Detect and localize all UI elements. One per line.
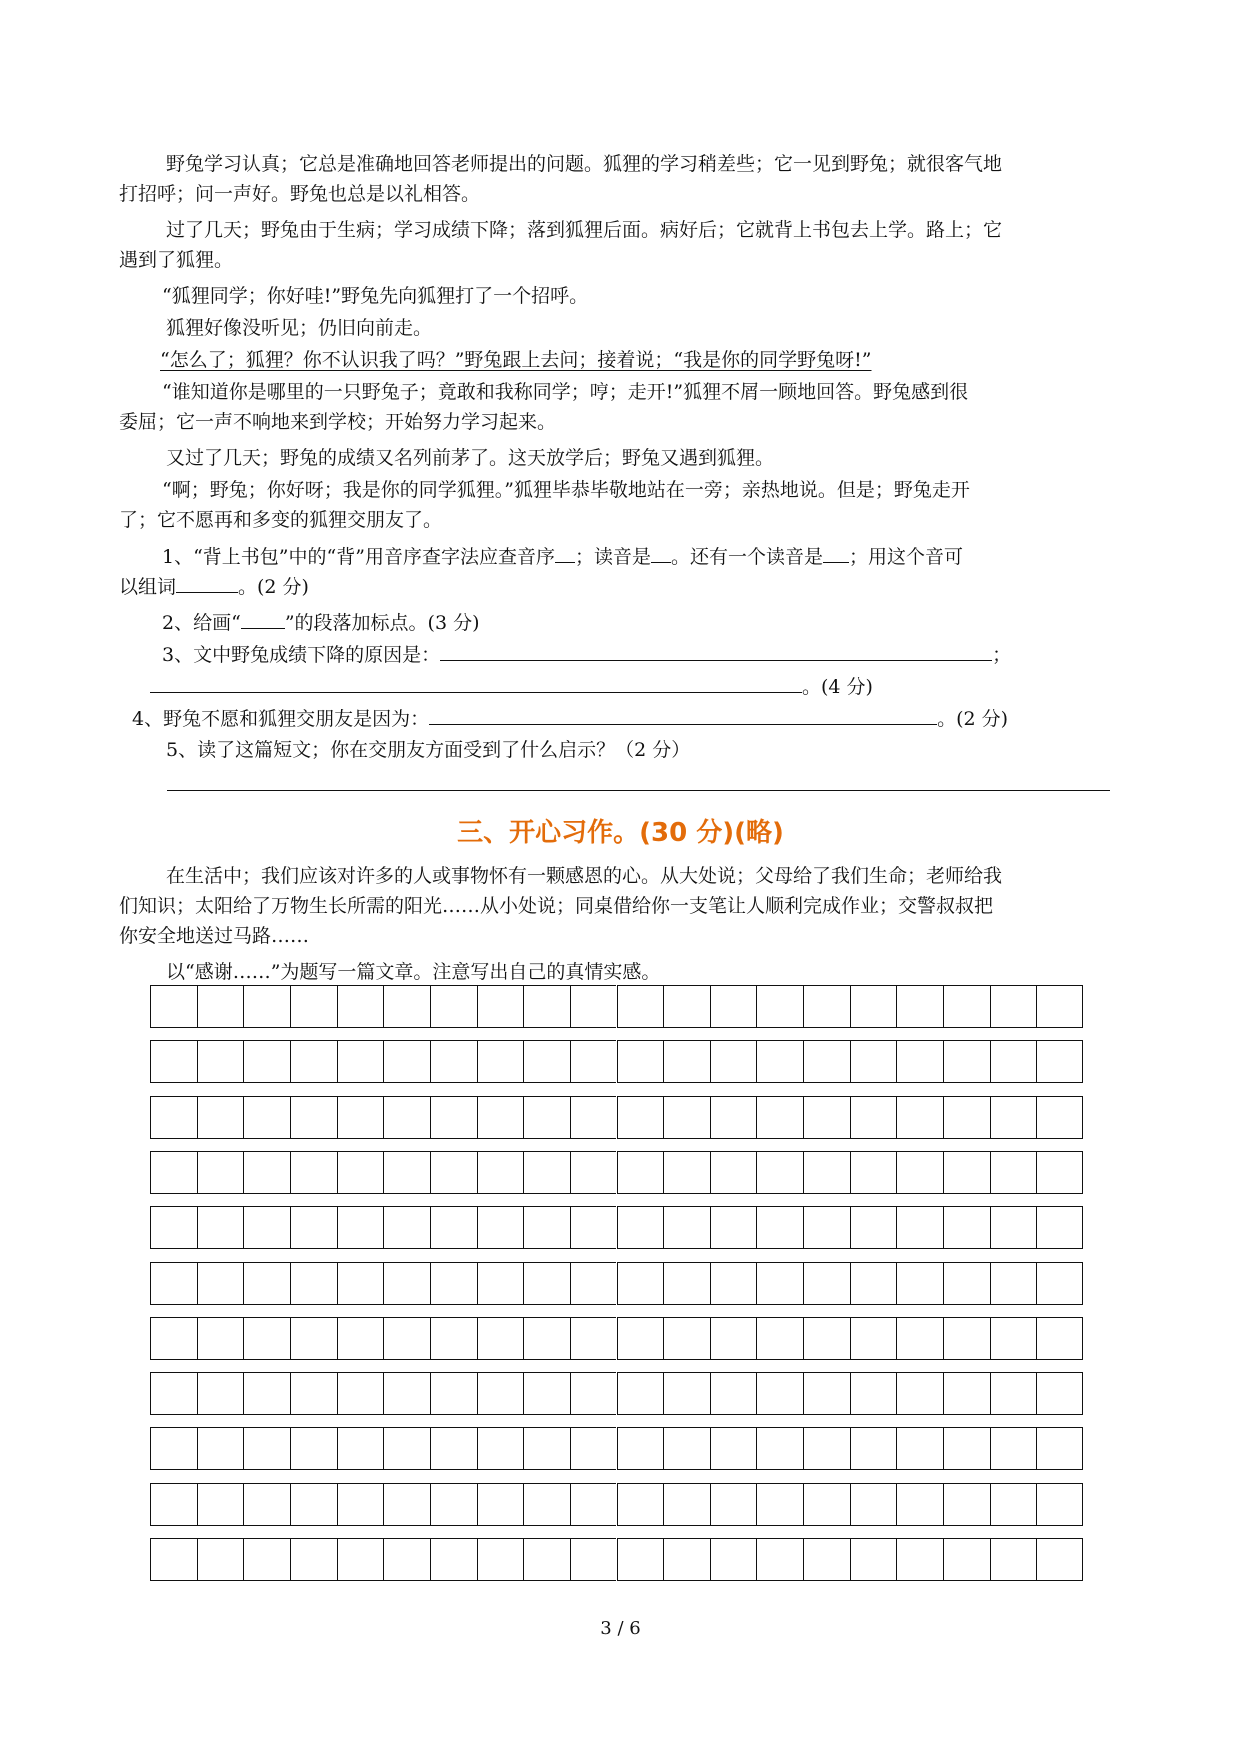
grid-cell[interactable] bbox=[383, 1427, 430, 1470]
grid-row bbox=[150, 985, 1083, 1030]
section-3-instruction: 以“感谢……”为题写一篇文章。注意写出自己的真情实感。 bbox=[166, 961, 661, 983]
grid-cell[interactable] bbox=[290, 1372, 337, 1415]
grid-cell[interactable] bbox=[803, 1427, 850, 1470]
grid-cell[interactable] bbox=[943, 1483, 990, 1526]
grid-cell[interactable] bbox=[570, 1372, 617, 1415]
grid-cell[interactable] bbox=[850, 1483, 897, 1526]
grid-cell[interactable] bbox=[756, 1372, 803, 1415]
grid-cell[interactable] bbox=[197, 985, 244, 1028]
grid-cell[interactable] bbox=[290, 1317, 337, 1360]
grid-cell[interactable] bbox=[990, 1151, 1037, 1194]
grid-cell[interactable] bbox=[803, 1206, 850, 1249]
grid-cell[interactable] bbox=[337, 1040, 384, 1083]
grid-cell[interactable] bbox=[1036, 1538, 1083, 1581]
grid-cell[interactable] bbox=[570, 1206, 617, 1249]
grid-cell[interactable] bbox=[710, 1317, 757, 1360]
grid-cell[interactable] bbox=[197, 1538, 244, 1581]
grid-cell[interactable] bbox=[1036, 1040, 1083, 1083]
grid-cell[interactable] bbox=[803, 1538, 850, 1581]
grid-cell[interactable] bbox=[896, 1372, 943, 1415]
grid-cell[interactable] bbox=[1036, 1206, 1083, 1249]
grid-cell[interactable] bbox=[430, 1538, 477, 1581]
grid-cell[interactable] bbox=[430, 1372, 477, 1415]
grid-cell[interactable] bbox=[756, 1317, 803, 1360]
grid-cell[interactable] bbox=[523, 1151, 570, 1194]
grid-cell[interactable] bbox=[383, 1040, 430, 1083]
question-1-line2 bbox=[119, 574, 309, 599]
q4-text-b: 。(2 分) bbox=[937, 708, 1009, 730]
question-3-line2 bbox=[150, 674, 873, 699]
grid-cell[interactable] bbox=[523, 1040, 570, 1083]
grid-cell[interactable] bbox=[990, 1538, 1037, 1581]
question-2 bbox=[162, 610, 479, 635]
grid-cell[interactable] bbox=[150, 1427, 197, 1470]
grid-cell[interactable] bbox=[663, 1483, 710, 1526]
grid-cell[interactable] bbox=[150, 1151, 197, 1194]
grid-cell[interactable] bbox=[150, 1372, 197, 1415]
grid-cell[interactable] bbox=[243, 1538, 290, 1581]
grid-cell[interactable] bbox=[290, 1262, 337, 1305]
grid-cell[interactable] bbox=[430, 985, 477, 1028]
section-3-title: 三、开心习作。(30 分)(略) bbox=[457, 818, 784, 848]
q2-text-b: ”的段落加标点。(3 分) bbox=[284, 612, 480, 634]
grid-cell[interactable] bbox=[197, 1151, 244, 1194]
q3-answer-line-1[interactable] bbox=[440, 642, 992, 661]
grid-cell[interactable] bbox=[477, 1483, 524, 1526]
grid-cell[interactable] bbox=[896, 1040, 943, 1083]
grid-cell[interactable] bbox=[477, 1372, 524, 1415]
grid-cell[interactable] bbox=[896, 1262, 943, 1305]
grid-cell[interactable] bbox=[990, 1206, 1037, 1249]
page-number: 3 / 6 bbox=[600, 1618, 641, 1639]
grid-cell[interactable] bbox=[617, 1096, 664, 1139]
story-p2-line2: 遇到了狐狸。 bbox=[119, 249, 234, 271]
grid-cell[interactable] bbox=[803, 1317, 850, 1360]
grid-cell[interactable] bbox=[150, 1262, 197, 1305]
grid-cell[interactable] bbox=[570, 1262, 617, 1305]
grid-row bbox=[150, 1372, 1083, 1417]
q1-text-d: ；用这个音可 bbox=[848, 546, 963, 568]
grid-cell[interactable] bbox=[710, 1151, 757, 1194]
question-5: 5、读了这篇短文；你在交朋友方面受到了什么启示？（2 分） bbox=[166, 739, 691, 761]
grid-cell[interactable] bbox=[477, 1262, 524, 1305]
story-p7: 又过了几天；野兔的成绩又名列前茅了。这天放学后；野兔又遇到狐狸。 bbox=[166, 447, 775, 469]
grid-cell[interactable] bbox=[896, 1151, 943, 1194]
grid-cell[interactable] bbox=[850, 1096, 897, 1139]
grid-cell[interactable] bbox=[756, 1483, 803, 1526]
grid-cell[interactable] bbox=[383, 1538, 430, 1581]
grid-cell[interactable] bbox=[197, 1206, 244, 1249]
grid-cell[interactable] bbox=[430, 1206, 477, 1249]
q1-text-a: 1、“背上书包”中的“背”用音序查字法应查音序 bbox=[162, 546, 555, 568]
grid-cell[interactable] bbox=[710, 1262, 757, 1305]
q1-text-b: ；读音是 bbox=[574, 546, 651, 568]
grid-cell[interactable] bbox=[990, 1317, 1037, 1360]
grid-cell[interactable] bbox=[430, 1096, 477, 1139]
grid-cell[interactable] bbox=[710, 985, 757, 1028]
grid-row bbox=[150, 1151, 1083, 1196]
grid-cell[interactable] bbox=[150, 1538, 197, 1581]
grid-cell[interactable] bbox=[570, 1151, 617, 1194]
q2-text-a: 2、给画“ bbox=[162, 612, 241, 634]
grid-cell[interactable] bbox=[943, 1096, 990, 1139]
grid-cell[interactable] bbox=[570, 985, 617, 1028]
grid-cell[interactable] bbox=[290, 1538, 337, 1581]
grid-cell[interactable] bbox=[523, 1483, 570, 1526]
grid-cell[interactable] bbox=[710, 1538, 757, 1581]
grid-cell[interactable] bbox=[383, 1206, 430, 1249]
grid-cell[interactable] bbox=[430, 1427, 477, 1470]
grid-cell[interactable] bbox=[803, 1372, 850, 1415]
q1-text-f: 。(2 分) bbox=[238, 576, 309, 598]
question-4 bbox=[132, 706, 1008, 731]
grid-cell[interactable] bbox=[990, 1483, 1037, 1526]
grid-cell[interactable] bbox=[663, 1040, 710, 1083]
grid-cell[interactable] bbox=[850, 1040, 897, 1083]
grid-cell[interactable] bbox=[896, 1483, 943, 1526]
grid-cell[interactable] bbox=[710, 1040, 757, 1083]
grid-row bbox=[150, 1538, 1083, 1583]
grid-cell[interactable] bbox=[710, 1483, 757, 1526]
grid-cell[interactable] bbox=[523, 1096, 570, 1139]
grid-cell[interactable] bbox=[1036, 1372, 1083, 1415]
grid-cell[interactable] bbox=[290, 985, 337, 1028]
grid-cell[interactable] bbox=[617, 1538, 664, 1581]
grid-cell[interactable] bbox=[477, 1427, 524, 1470]
q3-text-b: ； bbox=[992, 644, 1012, 666]
grid-cell[interactable] bbox=[710, 1372, 757, 1415]
grid-cell[interactable] bbox=[617, 985, 664, 1028]
grid-cell[interactable] bbox=[383, 1372, 430, 1415]
grid-cell[interactable] bbox=[896, 1317, 943, 1360]
grid-cell[interactable] bbox=[850, 1206, 897, 1249]
grid-cell[interactable] bbox=[710, 1427, 757, 1470]
grid-cell[interactable] bbox=[943, 1317, 990, 1360]
grid-cell[interactable] bbox=[150, 1096, 197, 1139]
grid-cell[interactable] bbox=[337, 1483, 384, 1526]
story-p1-line2: 打招呼；问一声好。野兔也总是以礼相答。 bbox=[119, 183, 481, 205]
grid-cell[interactable] bbox=[663, 1538, 710, 1581]
grid-cell[interactable] bbox=[150, 1206, 197, 1249]
grid-cell[interactable] bbox=[1036, 1096, 1083, 1139]
grid-cell[interactable] bbox=[523, 1372, 570, 1415]
grid-cell[interactable] bbox=[570, 1427, 617, 1470]
grid-cell[interactable] bbox=[850, 985, 897, 1028]
grid-cell[interactable] bbox=[803, 1262, 850, 1305]
grid-cell[interactable] bbox=[663, 1151, 710, 1194]
grid-cell[interactable] bbox=[197, 1483, 244, 1526]
grid-cell[interactable] bbox=[477, 1151, 524, 1194]
grid-cell[interactable] bbox=[337, 1151, 384, 1194]
question-1-line1 bbox=[162, 544, 963, 569]
grid-cell[interactable] bbox=[337, 985, 384, 1028]
grid-cell[interactable] bbox=[523, 1262, 570, 1305]
grid-cell[interactable] bbox=[150, 1483, 197, 1526]
q5-answer-line[interactable] bbox=[167, 790, 1110, 791]
q1-text-c: 。还有一个读音是 bbox=[670, 546, 823, 568]
grid-cell[interactable] bbox=[383, 1096, 430, 1139]
grid-row bbox=[150, 1096, 1083, 1141]
grid-cell[interactable] bbox=[523, 1538, 570, 1581]
grid-cell[interactable] bbox=[1036, 1151, 1083, 1194]
grid-cell[interactable] bbox=[990, 1372, 1037, 1415]
grid-cell[interactable] bbox=[756, 1151, 803, 1194]
question-3-line1 bbox=[162, 642, 1011, 667]
grid-cell[interactable] bbox=[1036, 1317, 1083, 1360]
grid-cell[interactable] bbox=[243, 1427, 290, 1470]
grid-cell[interactable] bbox=[756, 1206, 803, 1249]
story-p8-line1: “啊；野兔；你好呀；我是你的同学狐狸。”狐狸毕恭毕敬地站在一旁；亲热地说。但是；野兔走开 bbox=[162, 479, 970, 501]
grid-cell[interactable] bbox=[430, 1040, 477, 1083]
grid-cell[interactable] bbox=[337, 1372, 384, 1415]
story-p6-line2: 委屈；它一声不响地来到学校；开始努力学习起来。 bbox=[119, 411, 557, 433]
grid-cell[interactable] bbox=[850, 1151, 897, 1194]
grid-row bbox=[150, 1262, 1083, 1307]
grid-cell[interactable] bbox=[663, 1427, 710, 1470]
grid-cell[interactable] bbox=[896, 1427, 943, 1470]
q3-answer-line-2[interactable] bbox=[150, 674, 802, 693]
grid-cell[interactable] bbox=[803, 985, 850, 1028]
grid-cell[interactable] bbox=[943, 1151, 990, 1194]
grid-row bbox=[150, 1483, 1083, 1528]
section-3-intro-line1: 在生活中；我们应该对许多的人或事物怀有一颗感恩的心。从大处说；父母给了我们生命；老师给我 bbox=[166, 865, 1003, 887]
grid-cell[interactable] bbox=[243, 1262, 290, 1305]
grid-cell[interactable] bbox=[430, 1262, 477, 1305]
grid-cell[interactable] bbox=[756, 1538, 803, 1581]
grid-cell[interactable] bbox=[337, 1096, 384, 1139]
grid-cell[interactable] bbox=[523, 1206, 570, 1249]
grid-cell[interactable] bbox=[617, 1151, 664, 1194]
grid-cell[interactable] bbox=[383, 1483, 430, 1526]
grid-cell[interactable] bbox=[756, 985, 803, 1028]
grid-cell[interactable] bbox=[896, 985, 943, 1028]
story-p3: “狐狸同学；你好哇!”野兔先向狐狸打了一个招呼。 bbox=[162, 285, 589, 307]
grid-cell[interactable] bbox=[850, 1538, 897, 1581]
story-p5-underlined: “怎么了；狐狸？你不认识我了吗？”野兔跟上去问；接着说；“我是你的同学野兔呀!” bbox=[160, 349, 872, 371]
grid-cell[interactable] bbox=[990, 1096, 1037, 1139]
grid-cell[interactable] bbox=[383, 1262, 430, 1305]
grid-cell[interactable] bbox=[477, 1096, 524, 1139]
grid-cell[interactable] bbox=[663, 1096, 710, 1139]
grid-cell[interactable] bbox=[430, 1151, 477, 1194]
grid-cell[interactable] bbox=[803, 1040, 850, 1083]
grid-cell[interactable] bbox=[523, 985, 570, 1028]
grid-cell[interactable] bbox=[943, 1372, 990, 1415]
grid-cell[interactable] bbox=[663, 1262, 710, 1305]
grid-cell[interactable] bbox=[850, 1427, 897, 1470]
grid-cell[interactable] bbox=[337, 1262, 384, 1305]
grid-cell[interactable] bbox=[850, 1372, 897, 1415]
grid-cell[interactable] bbox=[290, 1096, 337, 1139]
story-p1-line1: 野兔学习认真；它总是准确地回答老师提出的问题。狐狸的学习稍差些；它一见到野兔；就很客气地 bbox=[166, 153, 1003, 175]
grid-cell[interactable] bbox=[477, 1317, 524, 1360]
grid-cell[interactable] bbox=[477, 1206, 524, 1249]
grid-row bbox=[150, 1427, 1083, 1472]
grid-cell[interactable] bbox=[430, 1483, 477, 1526]
story-p4: 狐狸好像没听见；仍旧向前走。 bbox=[166, 317, 433, 339]
grid-cell[interactable] bbox=[617, 1372, 664, 1415]
grid-cell[interactable] bbox=[150, 1317, 197, 1360]
q2-underline-sample bbox=[241, 610, 285, 629]
q1-blank-word[interactable] bbox=[176, 574, 238, 593]
grid-cell[interactable] bbox=[617, 1262, 664, 1305]
story-p2-line1: 过了几天；野兔由于生病；学习成绩下降；落到狐狸后面。病好后；它就背上书包去上学。路上；它 bbox=[166, 219, 1003, 241]
grid-row bbox=[150, 1206, 1083, 1251]
grid-cell[interactable] bbox=[617, 1427, 664, 1470]
grid-cell[interactable] bbox=[663, 1372, 710, 1415]
grid-cell[interactable] bbox=[617, 1206, 664, 1249]
grid-cell[interactable] bbox=[756, 1040, 803, 1083]
grid-cell[interactable] bbox=[383, 1317, 430, 1360]
grid-cell[interactable] bbox=[197, 1372, 244, 1415]
q3-text-a: 3、文中野兔成绩下降的原因是： bbox=[162, 644, 441, 666]
grid-cell[interactable] bbox=[570, 1483, 617, 1526]
grid-cell[interactable] bbox=[197, 1262, 244, 1305]
grid-cell[interactable] bbox=[896, 1096, 943, 1139]
grid-cell[interactable] bbox=[617, 1317, 664, 1360]
story-p8-line2: 了；它不愿再和多变的狐狸交朋友了。 bbox=[119, 509, 443, 531]
grid-cell[interactable] bbox=[337, 1427, 384, 1470]
grid-cell[interactable] bbox=[523, 1427, 570, 1470]
grid-cell[interactable] bbox=[197, 1317, 244, 1360]
grid-cell[interactable] bbox=[243, 1206, 290, 1249]
q1-text-e: 以组词 bbox=[119, 576, 177, 598]
grid-cell[interactable] bbox=[896, 1538, 943, 1581]
grid-cell[interactable] bbox=[150, 1040, 197, 1083]
grid-cell[interactable] bbox=[570, 1317, 617, 1360]
grid-cell[interactable] bbox=[570, 1040, 617, 1083]
grid-cell[interactable] bbox=[430, 1317, 477, 1360]
grid-cell[interactable] bbox=[803, 1151, 850, 1194]
grid-cell[interactable] bbox=[617, 1040, 664, 1083]
grid-cell[interactable] bbox=[663, 985, 710, 1028]
grid-cell[interactable] bbox=[523, 1317, 570, 1360]
grid-cell[interactable] bbox=[197, 1427, 244, 1470]
grid-cell[interactable] bbox=[477, 985, 524, 1028]
grid-cell[interactable] bbox=[710, 1096, 757, 1139]
grid-cell[interactable] bbox=[290, 1483, 337, 1526]
q3-text-c: 。(4 分) bbox=[802, 676, 873, 698]
section-3-intro-line2: 们知识；太阳给了万物生长所需的阳光……从小处说；同桌借给你一支笔让人顺利完成作业；交警叔叔把 bbox=[119, 895, 994, 917]
grid-cell[interactable] bbox=[756, 1427, 803, 1470]
q1-blank-index-letter[interactable] bbox=[555, 544, 575, 563]
grid-row bbox=[150, 1040, 1083, 1085]
grid-cell[interactable] bbox=[943, 1206, 990, 1249]
grid-cell[interactable] bbox=[570, 1538, 617, 1581]
grid-cell[interactable] bbox=[570, 1096, 617, 1139]
grid-cell[interactable] bbox=[1036, 1262, 1083, 1305]
grid-cell[interactable] bbox=[243, 1040, 290, 1083]
grid-cell[interactable] bbox=[337, 1538, 384, 1581]
grid-cell[interactable] bbox=[243, 1317, 290, 1360]
grid-cell[interactable] bbox=[756, 1262, 803, 1305]
grid-cell[interactable] bbox=[943, 985, 990, 1028]
grid-cell[interactable] bbox=[943, 1262, 990, 1305]
grid-cell[interactable] bbox=[243, 985, 290, 1028]
grid-cell[interactable] bbox=[990, 1427, 1037, 1470]
story-p6-line1: “谁知道你是哪里的一只野兔子；竟敢和我称同学；哼；走开!”狐狸不屑一顾地回答。野兔感到很 bbox=[162, 381, 969, 403]
grid-cell[interactable] bbox=[990, 1040, 1037, 1083]
grid-cell[interactable] bbox=[943, 1538, 990, 1581]
q1-blank-pronunciation[interactable] bbox=[651, 544, 671, 563]
grid-cell[interactable] bbox=[290, 1427, 337, 1470]
grid-cell[interactable] bbox=[663, 1206, 710, 1249]
q4-text-a: 4、野兔不愿和狐狸交朋友是因为： bbox=[132, 708, 430, 730]
grid-cell[interactable] bbox=[243, 1151, 290, 1194]
grid-cell[interactable] bbox=[290, 1206, 337, 1249]
grid-cell[interactable] bbox=[337, 1317, 384, 1360]
grid-cell[interactable] bbox=[1036, 1483, 1083, 1526]
grid-cell[interactable] bbox=[383, 985, 430, 1028]
grid-cell[interactable] bbox=[710, 1206, 757, 1249]
grid-cell[interactable] bbox=[477, 1538, 524, 1581]
q4-answer-line[interactable] bbox=[429, 706, 937, 725]
section-3-intro-line3: 你安全地送过马路…… bbox=[119, 925, 310, 947]
grid-cell[interactable] bbox=[337, 1206, 384, 1249]
grid-row bbox=[150, 1317, 1083, 1362]
grid-cell[interactable] bbox=[990, 985, 1037, 1028]
grid-cell[interactable] bbox=[803, 1096, 850, 1139]
grid-cell[interactable] bbox=[943, 1427, 990, 1470]
grid-cell[interactable] bbox=[477, 1040, 524, 1083]
grid-cell[interactable] bbox=[850, 1317, 897, 1360]
grid-cell[interactable] bbox=[803, 1483, 850, 1526]
grid-cell[interactable] bbox=[663, 1317, 710, 1360]
grid-cell[interactable] bbox=[1036, 985, 1083, 1028]
grid-cell[interactable] bbox=[197, 1040, 244, 1083]
grid-cell[interactable] bbox=[290, 1151, 337, 1194]
grid-cell[interactable] bbox=[850, 1262, 897, 1305]
grid-cell[interactable] bbox=[990, 1262, 1037, 1305]
grid-cell[interactable] bbox=[756, 1096, 803, 1139]
grid-cell[interactable] bbox=[150, 985, 197, 1028]
grid-cell[interactable] bbox=[290, 1040, 337, 1083]
grid-cell[interactable] bbox=[243, 1483, 290, 1526]
grid-cell[interactable] bbox=[943, 1040, 990, 1083]
grid-cell[interactable] bbox=[896, 1206, 943, 1249]
grid-cell[interactable] bbox=[617, 1483, 664, 1526]
grid-cell[interactable] bbox=[1036, 1427, 1083, 1470]
grid-cell[interactable] bbox=[243, 1096, 290, 1139]
grid-cell[interactable] bbox=[243, 1372, 290, 1415]
grid-cell[interactable] bbox=[197, 1096, 244, 1139]
grid-cell[interactable] bbox=[383, 1151, 430, 1194]
q1-blank-other-pronunciation[interactable] bbox=[823, 544, 849, 563]
